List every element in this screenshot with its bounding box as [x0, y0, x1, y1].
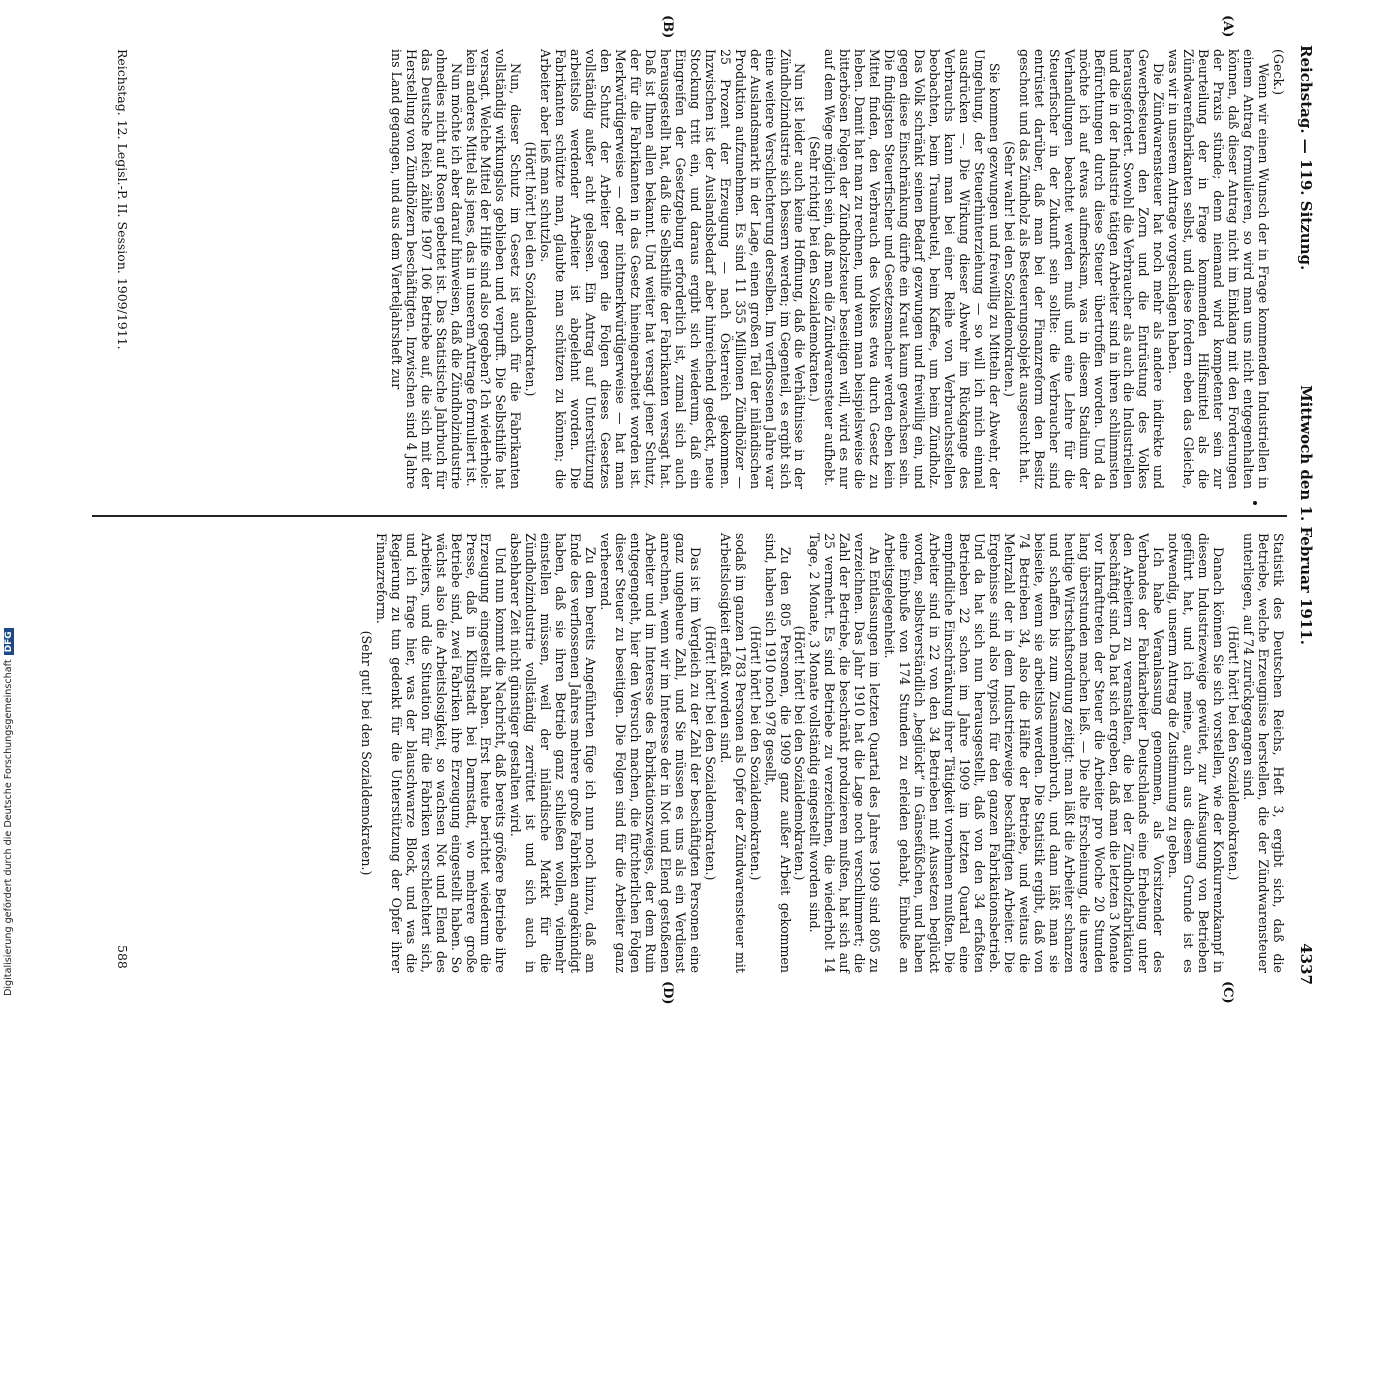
- document-page: [65, 15, 1315, 1005]
- footer-session: Reichstag. 12. Legisl.-P. II. Session. 1909/1911.: [115, 49, 130, 350]
- margin-mark-c: (C): [1220, 981, 1235, 1004]
- margin-mark-a: (A): [1220, 15, 1235, 38]
- footer-page-number: 588: [115, 945, 130, 969]
- ink-dot: [1253, 501, 1257, 505]
- paragraph: Nun ist leider auch keine Hoffnung, daß die Verhältnisse in der Zündholzindustrie sich bessern werden; im Gegenteil, es ergibt sich eine weitere Verschlechterung derselben. Im verflossenen Jahre war der Auslandsmarkt in der Lage, einen großen Teil der inländischen Produktion aufzunehmen. Es sind 11 355 Millionen Zündhölzer — 25 Prozent der Erzeugung — nach Österreich gekommen. Inzwischen ist der Auslandsbedarf aber hinreichend gedeckt, neue Stockung tritt ein, und daraus ergibt sich wiederum, daß ein Eingreifen der Gesetzgebung erforderlich ist, zumal sich auch herausgestellt hat, daß die Selbsthilfe der Fabrikanten versagt hat. Daß ist Ihnen allen bekannt. Und weiter hat versagt jener Schutz, der für die Fabrikanten in das Gesetz hineingearbeitet worden ist. Merkwürdigerweise — oder nichtmerkwürdigerweise — hat man den Schutz der Arbeiter gegen die Folgen dieses Gesetzes vollständig außer acht gelassen. Ein Antrag auf Unterstützung arbeitslos werdender Arbeiter ist abgelehnt worden. Die Fabrikanten schützte man, glaubte man schützen zu können; die Arbeiter aber ließ man schutzlos.: [538, 49, 808, 489]
- paragraph: Nun möchte ich aber darauf hinweisen, daß die Zündholzindustrie ohnedies nicht auf Rosen gebettet ist. Das Statistische Jahrbuch für das Deutsche Reich zählte 1907 106 Betriebe auf, die sich mit der Herstellung von Zündhölzern beschäftigten. Inzwischen sind 4 Jahre ins Land gegangen, und aus dem Vierteljahrsheft zur: [388, 49, 464, 489]
- side-note: [0, 0, 20, 1000]
- paragraph: Ich habe Veranlassung genommen, als Vorsitzender des Verbandes der Fabrikarbeiter Deutschlands eine Erhebung unter den Arbeitern zu veranstalten, die bei der Zündholzfabrikation beschäftigt sind. Da hat sich ergeben, daß man die letzten 3 Monate vor Inkrafttreten der Steuer die Arbeiter pro Woche 20 Stunden lang überstunden machen ließ. — Die alte Erscheinung, die unsere heutige Wirtschaftsordnung zeitigt: man läßt die Arbeiter schanzen und schaffen bis zum Zusammenbruch, und dann läßt man sie beiseite, wenn sie arbeitslos werden. Die Statistik ergibt, daß von 74 Betrieben 34, also die Hälfte der Betriebe, und weitaus die Mehrzahl der in dem Industriezweige beschäftigten Arbeiter. Die Ergebnisse sind also typisch für den ganzen Fabrikationsbetrieb. Und da hat sich nun herausgestellt, daß von den 34 erfaßten Betrieben 22 schon im Jahre 1909 im letzten Quartal eine empfindliche Einschränkung ihrer Tätigkeit vornehmen mußten. Die Arbeiter sind in 22 von den 34 Betrieben mit Aussetzen beglückt worden, selbstverständlich „beglückt“ in Gänsefüßchen, und haben eine Einbuße von 174 Stunden zu erleiden gehabt, Einbuße an Arbeitsgelegenheit.: [882, 533, 1167, 973]
- margin-mark-b: (B): [660, 15, 675, 39]
- paragraph: Nun, dieser Schutz im Gesetz ist auch für die Fabrikanten vollständig wirkungslos geblieben und verpufft. Die Selbsthilfe hat versagt. Welche Mittel der Hilfe sind also gegeben? Ich wiederhole: kein anderes Mittel als jenes, das in unserem Antrage formuliert ist.: [463, 49, 524, 489]
- interjection: (Hört! hört! bei den Sozialdemokraten.): [747, 625, 763, 881]
- speaker-name: (Geck.): [1271, 49, 1286, 96]
- interjection: (Sehr richtig! bei den Sozialdemokraten.): [807, 136, 823, 402]
- header-date: Mittwoch den 1. Februar 1911.: [1297, 385, 1315, 645]
- interjection: (Hört! hört! bei den Sozialdemokraten.): [1226, 625, 1242, 881]
- paragraph: sodaß im ganzen 1783 Personen als Opfer der Zündwarensteuer mit Arbeitslosigkeit erfaßt worden sind.: [717, 533, 748, 973]
- paragraph: Die Zündwarensteuer hat noch mehr als andere indirekte und Gewerbesteuern den Zorn und die Entrüstung des Volkes herausgefordert. Sowohl die Verbraucher als auch die Industriellen und die in der Industrie tätigen Arbeiter sind in ihren schlimmsten Befürchtungen durch diese Steuer übertroffen worden. Und da möchte ich auf etwas aufmerksam, was in diesem Stadium der Verhandlungen beachtet werden muß und eine Lehre für die Steuerfischer in der Zukunft sein sollte: die Verbraucher sind entrüstet darüber, daß man bei der Finanzreform den Besitz geschont und das Zündholz als Besteuerungsobjekt ausgesucht hat.: [1016, 49, 1167, 489]
- dfg-logo: DFG: [4, 628, 14, 655]
- interjection: (Hört! hört! bei den Sozialdemokraten.): [702, 625, 718, 881]
- interjection: (Sehr gut! bei den Sozialdemokraten.): [358, 630, 374, 876]
- funding-note: Digitalisierung gefördert durch die Deutsche Forschungsgemeinschaft: [3, 659, 14, 996]
- interjection: (Hört! hört! bei den Sozialdemokraten.): [523, 141, 539, 397]
- page-header: [1293, 45, 1315, 985]
- column-divider: [92, 515, 1287, 517]
- paragraph: Danach können Sie sich vorstellen, wie der Konkurrenzkampf in diesem Industriezweige gewütet, zur Aufsaugung von Betrieben geführt hat, und ich meine, auch aus diesem Grunde ist es notwendig, unserm Antrag die Zustimmung zu geben.: [1166, 533, 1227, 973]
- paragraph: Und nun kommt die Nachricht, daß bereits größere Betriebe ihre Erzeugung eingestellt haben. Erst heute berichtet wiederum die Presse, daß in Klingstadt bei Darmstadt, wo mehrere große Betriebe sind, zwei Fabriken ihre Erzeugung eingestellt haben. So wächst also die Arbeitslosigkeit, so wachsen Not und Elend des Arbeiters, und die Situation für die Fabriken verschlechtert sich, und ich frage hier, was der blauschwarze Block, und was die Regierung zu tun gedenkt für die Unterstützung der Opfer ihrer Finanzreform.: [373, 533, 509, 973]
- margin-mark-d: (D): [660, 981, 675, 1005]
- interjection: (Sehr wahr! bei den Sozialdemokraten.): [1001, 141, 1017, 397]
- right-column: [358, 533, 1285, 973]
- paragraph: Sie kommen gezwungen und freiwillig zu Mitteln der Abwehr, der Umgehung, der Steuerhinterziehung — so will ich mich einmal ausdrücken —. Die Wirkung dieser Abwehr im Rückgange des Verbrauchs kann man bei einer Reihe von Verbrauchsstellen beobachten, beim Traumbeutel, beim Kaffee, um beim Zündholz. Das Volk schränkt seinen Bedarf gezwungen und freiwillig ein, und gegen diese Einschränkung dürfte ein Kraut kaum gewachsen sein. Die findigsten Steuerfischer und Gesetzesmacher werden eben kein Mittel finden, den Verbrauch des Volkes etwa durch Gesetz zu heben. Damit hat man zu rechnen, und wenn man beispielsweise die bitterbösen Folgen der Zündholzsteuer beseitigen will, wird es nur auf dem Wege möglich sein, daß man die Zündwarensteuer aufhebt.: [822, 49, 1002, 489]
- paragraph: Wenn wir einen Wunsch der in Frage kommenden Industriellen in einem Antrag formulieren, so wird man uns nicht entgegenhalten können, daß dieser Antrag nicht im Einklang mit den Forderungen der Praxis stünde; denn niemand wird kompetenter sein zur Beurteilung der in Frage kommenden Hilfsmittel als die Zündwarenfabrikanten selbst, und diese fordern eben das Gleiche, was wir in unserem Antrage vorgeschlagen haben.: [1166, 49, 1272, 489]
- interjection: (Hört! hört! bei den Sozialdemokraten.): [792, 625, 808, 881]
- left-column: [388, 49, 1285, 489]
- paragraph: Das ist im Vergleich zu der Zahl der beschäftigten Personen eine ganz ungeheure Zahl, und Sie müssen es uns als ein Verdienst anrechnen, wenn wir im Interesse der in Not und Elend gestoßenen Arbeiter und im Interesse des Fabrikationszweiges, der dem Ruin entgegengeht, hier den Versuch machen, die fürchterlichen Folgen dieser Steuer zu beseitigen. Die Folgen sind für die Arbeiter ganz verheerend.: [598, 533, 703, 973]
- header-left: Reichstag. — 119. Sitzung.: [1297, 45, 1315, 271]
- paragraph: Zu dem bereits Angeführten füge ich nun noch hinzu, daß am Ende des verflossenen Jahres mehrere große Fabriken angekündigt haben, daß sie ihren Betrieb ganz schließen wollen, vielmehr einstellen müssen, weil der inländische Markt für die Zündholzindustrie vollständig zerrüttet ist und sich auch in absehbarer Zeit nicht günstiger gestalten wird.: [508, 533, 599, 973]
- paragraph: Statistik des Deutschen Reichs, Heft 3, ergibt sich, daß die Betriebe, welche Erzeugnisse herstellen, die der Zündwarensteuer unterliegen, auf 74 zurückgegangen sind.: [1241, 533, 1286, 973]
- paragraph: An Entlassungen im letzten Quartal des Jahres 1909 sind 805 zu verzeichnen. Das Jahr 1910 hat die Lage noch verschlimmert; die Zahl der Betriebe, die beschränkt produzieren mußten, hat sich auf 25 vermehrt. Es sind Betriebe zu verzeichnen, die wiederholt 14 Tage, 2 Monate, 3 Monate vollständig eingestellt worden sind.: [807, 533, 883, 973]
- page-number: 4337: [1297, 943, 1315, 985]
- side-note-text: [3, 628, 14, 996]
- paragraph: Zu den 805 Personen, die 1909 ganz außer Arbeit gekommen sind, haben sich 1910 noch 978 gesellt,: [762, 533, 793, 973]
